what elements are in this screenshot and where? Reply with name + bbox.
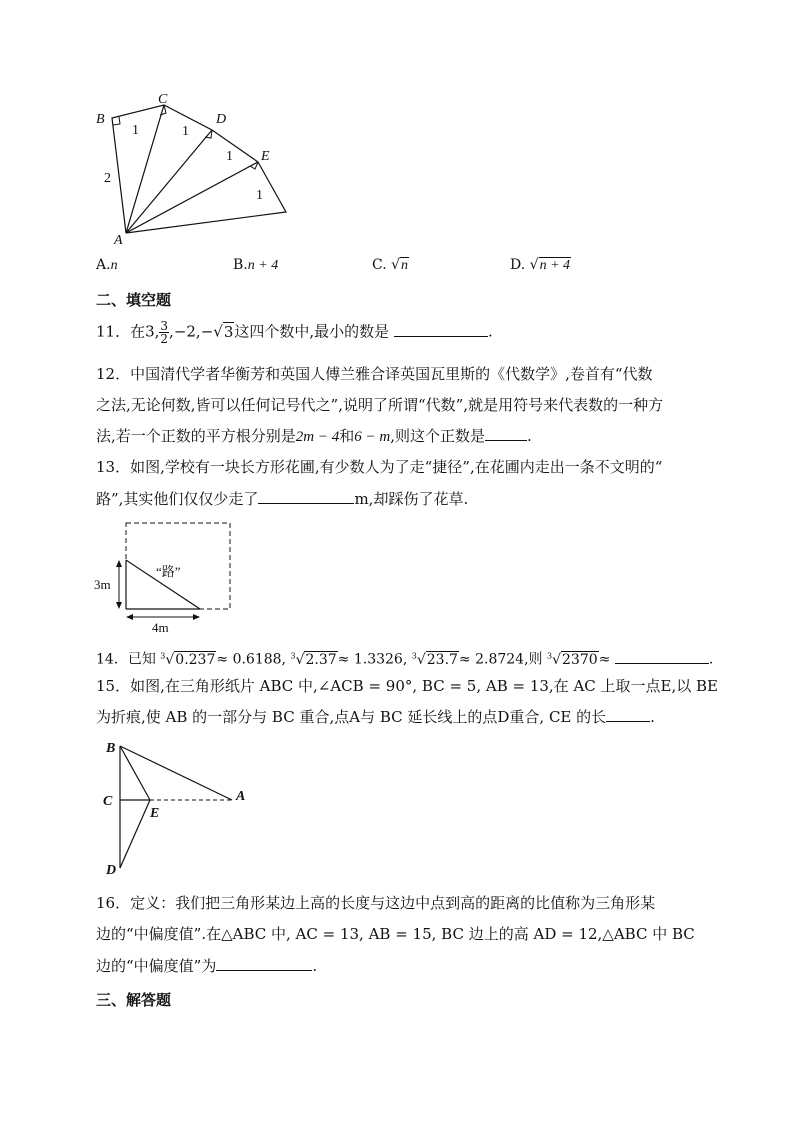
len-bc: 1 xyxy=(132,123,139,138)
label-e: E xyxy=(261,149,270,164)
folded-triangle-figure xyxy=(100,738,260,878)
question-12-line-2: 之法,无论何数,皆可以任何记号代之”,说明了所谓“代数”,就是用符号来代表数的一种方 xyxy=(96,396,664,414)
option-a[interactable]: A.n xyxy=(96,257,118,273)
option-b[interactable]: B.n + 4 xyxy=(233,257,279,273)
label-a: A xyxy=(236,789,246,804)
question-14: 14．已知 $^3$√0.237≈ 0.6188, $^3$√2.37≈ 1.3326, $^3$√23.7≈ 2.8724,则 $^3$√2370≈ . xyxy=(96,645,713,671)
label-e: E xyxy=(150,806,160,821)
arrow-right-icon xyxy=(193,614,200,620)
width-label: 4m xyxy=(152,620,169,635)
spiral-triangle-figure xyxy=(90,92,300,247)
question-12-line-1: 12．中国清代学者华衡芳和英国人傅兰雅合译英国瓦里斯的《代数学》,卷首有“代数 xyxy=(96,365,653,383)
right-angle-b xyxy=(113,117,120,125)
section-heading-fill-blank: 二、填空题 xyxy=(96,291,172,309)
answer-blank-14[interactable] xyxy=(615,649,709,664)
fraction: $\frac{3}{2}$ xyxy=(160,319,169,346)
answer-blank-11[interactable] xyxy=(394,322,488,337)
question-16-line-1: 16．定义：我们把三角形某边上高的长度与这边中点到高的距离的比值称为三角形某 xyxy=(96,894,656,912)
len-ef: 1 xyxy=(256,188,263,203)
segment-be xyxy=(120,746,150,800)
flowerbed-figure xyxy=(92,518,242,636)
option-c[interactable]: C. √n xyxy=(372,257,409,273)
question-13-line-2: 路”,其实他们仅仅少走了 m,却踩伤了花草. xyxy=(96,490,469,508)
segment-ae xyxy=(126,162,258,233)
option-d[interactable]: D. √n + 4 xyxy=(510,257,571,273)
cube-root-icon: $^3$√ xyxy=(160,651,175,668)
len-de: 1 xyxy=(226,149,233,164)
question-15-line-1: 15．如图,在三角形纸片 ABC 中,∠ACB = 90°, BC = 5, AB = 13,在 AC 上取一点E,以 BE xyxy=(96,677,718,695)
label-a: A xyxy=(114,233,123,247)
sqrt-icon: √ xyxy=(213,322,223,341)
arrow-left-icon xyxy=(126,614,133,620)
len-cd: 1 xyxy=(182,124,189,139)
question-15-line-2: 为折痕,使 AB 的一部分与 BC 重合,点A与 BC 延长线上的点D重合, CE 的长 . xyxy=(96,708,655,726)
segment-ed xyxy=(120,800,150,868)
sqrt-icon: √ xyxy=(529,257,539,273)
sqrt-icon: √ xyxy=(391,257,401,273)
label-b: B xyxy=(106,741,116,756)
question-16-line-2: 边的“中偏度值”.在△ABC 中, AC = 13, AB = 15, BC 边上的高 AD = 12,△ABC 中 BC xyxy=(96,925,695,943)
segment-ad xyxy=(126,130,212,233)
segment-ba xyxy=(120,746,232,800)
road-label: “路” xyxy=(156,564,181,579)
answer-blank-12[interactable] xyxy=(485,426,527,441)
answer-blank-13[interactable] xyxy=(258,489,354,504)
label-d: D xyxy=(216,112,227,127)
height-label: 3m xyxy=(94,577,111,592)
answer-blank-15[interactable] xyxy=(606,707,650,722)
label-c: C xyxy=(158,92,168,107)
section-heading-solutions: 三、解答题 xyxy=(96,991,172,1009)
len-ab: 2 xyxy=(104,171,111,186)
cube-root-icon: $^3$√ xyxy=(290,651,305,668)
label-c: C xyxy=(103,794,113,809)
question-11: 11．在3, $\frac{3}{2}$ ,−2,−√3这四个数中,最小的数是 . xyxy=(96,319,493,346)
answer-blank-16[interactable] xyxy=(216,956,312,971)
question-16-line-3: 边的“中偏度值”为 . xyxy=(96,957,318,975)
label-b: B xyxy=(96,112,105,127)
question-12-line-3: 法,若一个正数的平方根分别是2m − 4和6 − m,则这个正数是 . xyxy=(96,427,532,445)
cube-root-icon: $^3$√ xyxy=(411,651,426,668)
question-13-line-1: 13．如图,学校有一块长方形花圃,有少数人为了走“捷径”,在花圃内走出一条不文明的“ xyxy=(96,458,663,476)
label-d: D xyxy=(106,863,117,878)
arrow-up-icon xyxy=(116,560,122,567)
arrow-down-icon xyxy=(116,602,122,609)
cube-root-icon: $^3$√ xyxy=(547,651,562,668)
